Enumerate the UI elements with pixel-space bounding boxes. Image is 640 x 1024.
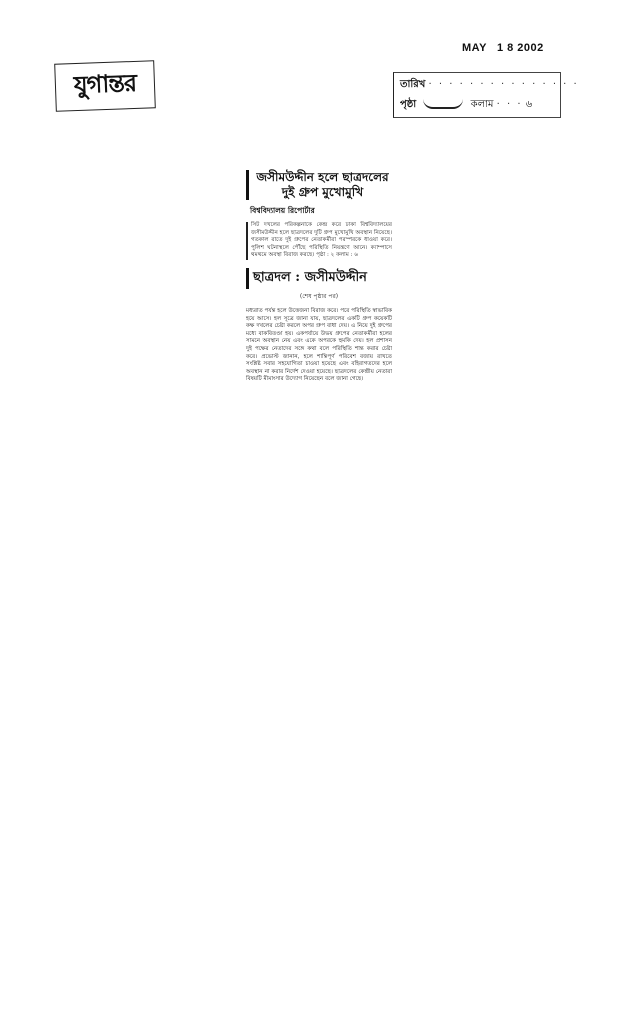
ref-date-label: তারিখ <box>400 79 426 90</box>
ref-date-row <box>400 77 579 94</box>
continuation-subhead: ছাত্রদল : জসীমউদ্দীন <box>246 268 392 289</box>
ref-date-dots: · · · · · · · · · · · · · · · <box>428 79 579 90</box>
newspaper-masthead-logo <box>54 60 156 111</box>
continuation-body: মধ্যরাত পর্যন্ত হলে উত্তেজনা বিরাজ করে। পরে পরিস্থিতি স্বাভাবিক হয়ে আসে। হল সূত্রে জানা যায়, ছাত্রদলের একটি গ্রুপ কয়েকটি কক্ষ দখলের চেষ্টা করলে অপর গ্রুপ বাধা দেয়। এ নিয়ে দুই গ্রুপের মধ্যে বাকবিতণ্ডা হয়। একপর্যায়ে উভয় গ্রুপের নেতাকর্মীরা হলের সামনে অবস্থান নেয় এবং একে অপরকে হুমকি দেয়। হল প্রশাসন দুই পক্ষের নেতাদের সঙ্গে কথা বলে পরিস্থিতি শান্ত করার চেষ্টা করে। প্রভোস্ট জানান, হলে শান্তিপূর্ণ পরিবেশ বজায় রাখতে সংশ্লিষ্ট সবার সহযোগিতা চাওয়া হয়েছে এবং বহিরাগতদের হলে অবস্থান না করার নির্দেশ দেওয়া হয়েছে। ছাত্রদলের কেন্দ্রীয় নেতারা বিষয়টি মীমাংসার উদ্যোগ নিয়েছেন বলে জানা গেছে। <box>246 307 392 383</box>
stamp-month: MAY <box>462 42 487 54</box>
ref-column-dots: · · · <box>496 99 523 110</box>
stamp-date: 1 8 2002 <box>496 42 544 54</box>
continued-from-note: (শেষ পৃষ্ঠার পর) <box>299 292 339 300</box>
handwritten-scribble-icon <box>423 99 463 109</box>
reference-box <box>393 72 579 118</box>
article-intro: সিট দখলের পরিকল্পনাকে কেন্দ্র করে ঢাকা বিশ্ববিদ্যালয়ের জসীমউদ্দীন হলে ছাত্রদলের দুটি গ্রুপ মুখোমুখি অবস্থান নিয়েছে। গতকাল রাতে দুই গ্রুপের নেতাকর্মীরা পরস্পরকে ধাওয়া করে। পুলিশ ঘটনাস্থলে পৌঁছে পরিস্থিতি নিয়ন্ত্রণে আনে। ক্যাম্পাসে থমথমে অবস্থা বিরাজ করছে। পৃষ্ঠা : ২ কলাম : ৬ <box>246 222 392 260</box>
ref-column-label: কলাম <box>470 99 494 110</box>
ref-page-label: পৃষ্ঠা <box>400 99 417 110</box>
ref-page-row <box>400 97 532 114</box>
masthead-name: যুগান্তর <box>73 67 137 100</box>
article-byline: বিশ্ববিদ্যালয় রিপোর্টার <box>250 206 315 215</box>
article-headline <box>246 170 392 200</box>
headline-line-1: জসীমউদ্দীন হলে ছাত্রদলের <box>256 170 389 184</box>
ref-column-value: ৬ <box>525 99 533 110</box>
received-date-stamp <box>462 42 544 54</box>
headline-line-2: দুই গ্রুপ মুখোমুখি <box>281 185 364 199</box>
news-clipping <box>246 170 392 384</box>
